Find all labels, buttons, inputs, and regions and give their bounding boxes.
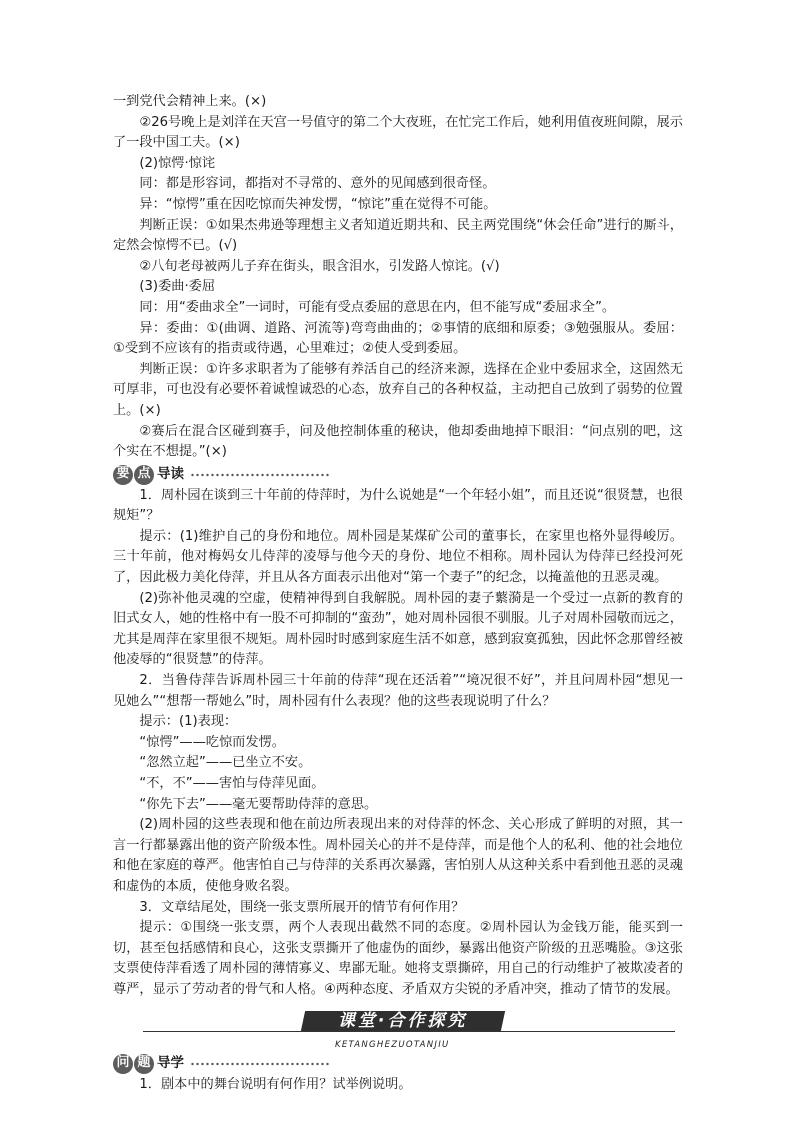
badge-char: 要 (113, 465, 133, 485)
section-badge (113, 465, 155, 485)
paragraph: (2)弥补他灵魂的空虚，使精神得到自我解脱。周朴园的妻子蘩漪是一个受过一点新的教育的旧式女人，她的性格中有一股不可抑制的“蛮劲”，她对周朴园很不驯服。儿子对周朴园敬而远之，尤其是周萍在家里很不规矩。周朴园时时感到家庭生活不如意，感到寂寞孤独，因此怀念那曾经被他凌辱的“很贤慧”的侍萍。 (113, 590, 683, 668)
paragraph: 判断正误：①如果杰弗逊等理想主义者知道近期共和、民主两党围绕“休会任命”进行的厮斗，定然会惊愕不已。(√) (113, 217, 683, 254)
paragraph: 异：“惊愕”重在因吃惊而失神发愣，“惊诧”重在觉得不可能。 (139, 196, 497, 212)
paragraph: 同：都是形容词，都指对不寻常的、意外的见闻感到很奇怪。 (139, 176, 496, 192)
section-banner (113, 1009, 683, 1049)
paragraph: 2．当鲁侍萍告诉周朴园三十年前的侍萍“现在还活着”“境况很不好”，并且问周朴园“想见一见她么”“想帮一帮她么”时，周朴园有什么表现？他的这些表现说明了什么？ (113, 673, 683, 709)
paragraph: 1．剧本中的舞台说明有何作用？试举例说明。 (139, 1076, 412, 1092)
banner-subtitle: KETANGHEZUOTANJIU (335, 1039, 450, 1050)
badge-char: 题 (134, 1054, 154, 1074)
paragraph: “不，不”——害怕与侍萍见面。 (139, 776, 325, 791)
paragraph: 3．文章结尾处，围绕一张支票所展开的情节有何作用？ (139, 899, 465, 915)
badge-char: 点 (134, 465, 154, 485)
section-header (113, 1053, 683, 1075)
paragraph: “惊愕”——吃惊而发愣。 (139, 734, 285, 750)
paragraph: ②26号晚上是刘洋在天宫一号值守的第二个大夜班，在忙完工作后，她利用值夜班间隙，展示了一段中国工夫。(×) (113, 114, 683, 151)
paragraph: “你先下去”——毫无要帮助侍萍的意思。 (139, 796, 378, 812)
badge-char: 问 (113, 1054, 133, 1074)
paragraph: 提示：①围绕一张支票，两个人表现出截然不同的态度。②周朴园认为金钱万能，能买到一切，甚至包括感情和良心，这张支票撕开了他虚伪的面纱，暴露出他资产阶级的丑恶嘴脸。③这张支票使侍萍看透了周朴园的薄情寡义、卑鄙无耻。她将支票撕碎，用自己的行动维护了被欺凌者的尊严，显示了劳动者的骨气和人格。④两种态度、矛盾双方尖锐的矛盾冲突，推动了情节的发展。 (113, 920, 683, 997)
subheading: (2)惊愕·惊诧 (139, 155, 216, 171)
paragraph: 提示：(1)表现： (139, 714, 238, 730)
banner-title-text: 课堂·合作探究 (338, 1010, 468, 1031)
section-header (113, 464, 683, 486)
section-badge (113, 1054, 155, 1074)
paragraph: 提示：(1)维护自己的身份和地位。周朴园是某煤矿公司的董事长，在家里也格外显得峻厉。三十年前，他对梅妈女儿侍萍的凌辱与他今天的身份、地位不相称。周朴园认为侍萍已经投河死了，因此极力美化侍萍，并且从各方面表示出他对“第一个妻子”的纪念，以掩盖他的丑恶灵魂。 (113, 528, 683, 586)
paragraph: ②八旬老母被两儿子弃在街头，眼含泪水，引发路人惊诧。(√) (139, 258, 500, 274)
paragraph: ②赛后在混合区碰到赛手，问及他控制体重的秘诀，他却委曲地掉下眼泪：“问点别的吧，这个实在不想提。”(×) (113, 423, 683, 460)
page-content (113, 92, 683, 1095)
paragraph: 一到党代会精神上来。(×) (113, 94, 267, 109)
section-title: 导读 (157, 466, 184, 483)
paragraph: (2)周朴园的这些表现和他在前边所表现出来的对侍萍的怀念、关心形成了鲜明的对照，其一言一行都暴露出他的资产阶级本性。周朴园关心的并不是侍萍，而是他个人的私利、他的社会地位和他在家庭的尊严。他害怕自己与侍萍的关系再次暴露，害怕别人从这种关系中看到他丑恶的灵魂和虚伪的本质，使他身败名裂。 (113, 817, 683, 894)
subheading: (3)委曲·委屈 (139, 279, 216, 295)
paragraph: 判断正误：①许多求职者为了能够有养活自己的经济来源，选择在企业中委屈求全，这固然无可厚非，可也没有必要怀着诚惶诚恐的心态，放弃自己的各种权益，主动把自己放到了弱势的位置上。(×) (113, 361, 683, 418)
paragraph: 同：用“委曲求全”一词时，可能有受点委屈的意思在内，但不能写成“委屈求全”。 (139, 299, 616, 315)
banner-title (301, 1011, 505, 1031)
dotted-rule (190, 473, 330, 477)
dotted-rule (190, 1062, 330, 1066)
paragraph: 1．周朴园在谈到三十年前的侍萍时，为什么说她是“一个年轻小姐”，而且还说“很贤慧，也很规矩”？ (113, 487, 683, 524)
section-title: 导学 (157, 1055, 184, 1072)
paragraph: 异：委曲：①(曲调、道路、河流等)弯弯曲曲的；②事情的底细和原委；③勉强服从。委屈：①受到不应该有的指责或待遇，心里难过；②使人受到委屈。 (113, 320, 683, 357)
paragraph: “忽然立起”——已坐立不安。 (139, 755, 312, 771)
